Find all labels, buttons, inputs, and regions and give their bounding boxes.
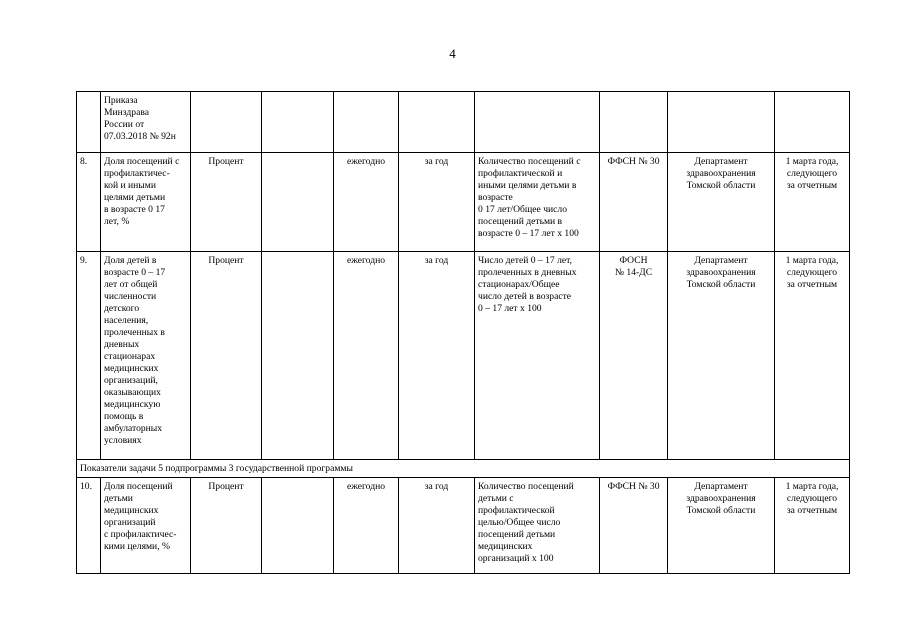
interval: за год — [399, 252, 475, 460]
interval — [399, 92, 475, 153]
table-row — [77, 153, 850, 252]
responsible: Департамент здравоохранения Томской области — [668, 153, 775, 252]
section-header-row — [77, 460, 850, 478]
unit — [191, 92, 262, 153]
unit: Процент — [191, 252, 262, 460]
responsible: Департамент здравоохранения Томской области — [668, 252, 775, 460]
empty-cell — [262, 252, 334, 460]
indicator-name: Доля детей в возрасте 0 – 17 лет от общей численности детского населения, пролеченных в дневных стационарах медицинских организаций, оказывающих медицинскую помощь в амбулаторных условиях — [101, 252, 191, 460]
unit: Процент — [191, 478, 262, 574]
source: ФОСН № 14-ДС — [600, 252, 668, 460]
indicator-name: Доля посещений детьми медицинских организаций с профилактичес- кими целями, % — [101, 478, 191, 574]
row-number — [77, 92, 101, 153]
deadline — [775, 92, 850, 153]
responsible: Департамент здравоохранения Томской области — [668, 478, 775, 574]
deadline: 1 марта года, следующего за отчетным — [775, 153, 850, 252]
indicators-table — [76, 91, 850, 574]
row-number: 8. — [77, 153, 101, 252]
section-title: Показатели задачи 5 подпрограммы 3 государственной программы — [77, 460, 850, 478]
empty-cell — [262, 478, 334, 574]
source: ФФСН № 30 — [600, 478, 668, 574]
formula: Количество посещений с профилактической и иными целями детьми в возрасте 0 17 лет/Общее число посещений детьми в возрасте 0 – 17 лет х 100 — [475, 153, 600, 252]
table-row — [77, 478, 850, 574]
row-number: 10. — [77, 478, 101, 574]
formula: Количество посещений детьми с профилактической целью/Общее число посещений детьми медицинских организаций х 100 — [475, 478, 600, 574]
table-row — [77, 252, 850, 460]
source: ФФСН № 30 — [600, 153, 668, 252]
interval: за год — [399, 153, 475, 252]
source — [600, 92, 668, 153]
periodicity: ежегодно — [334, 153, 399, 252]
periodicity: ежегодно — [334, 252, 399, 460]
periodicity: ежегодно — [334, 478, 399, 574]
deadline: 1 марта года, следующего за отчетным — [775, 478, 850, 574]
periodicity — [334, 92, 399, 153]
formula: Число детей 0 – 17 лет, пролеченных в дневных стационарах/Общее число детей в возрасте 0 – 17 лет х 100 — [475, 252, 600, 460]
unit: Процент — [191, 153, 262, 252]
empty-cell — [262, 92, 334, 153]
responsible — [668, 92, 775, 153]
interval: за год — [399, 478, 475, 574]
deadline: 1 марта года, следующего за отчетным — [775, 252, 850, 460]
indicator-name: Доля посещений с профилактичес- кой и иными целями детьми в возрасте 0 17 лет, % — [101, 153, 191, 252]
table-row — [77, 92, 850, 153]
empty-cell — [262, 153, 334, 252]
row-number: 9. — [77, 252, 101, 460]
page-number: 4 — [449, 46, 456, 61]
formula — [475, 92, 600, 153]
indicator-name: Приказа Минздрава России от 07.03.2018 № 92н — [101, 92, 191, 153]
